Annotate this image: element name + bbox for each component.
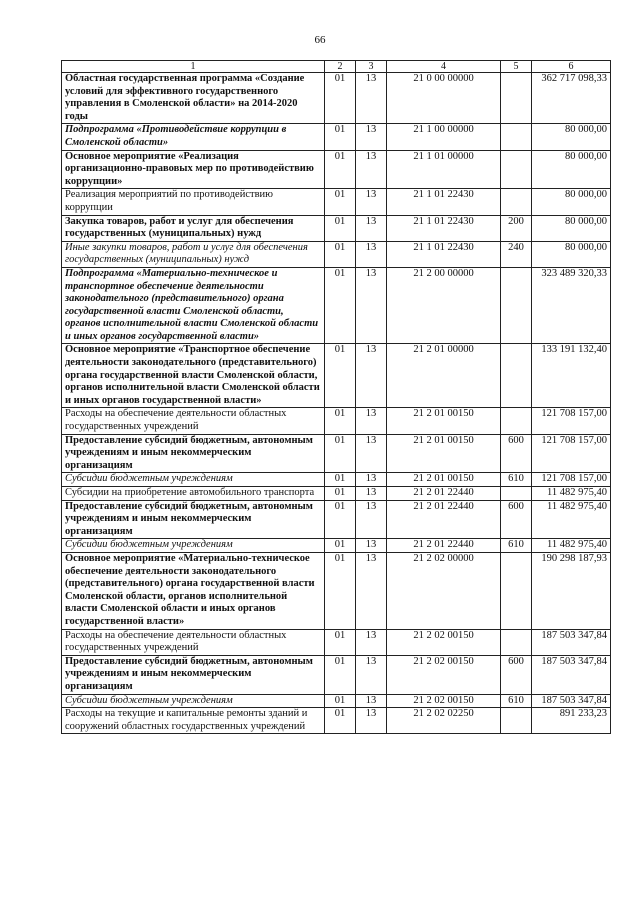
- row-amount-cell: 891 233,23: [532, 708, 611, 734]
- row-name-cell: Реализация мероприятий по противодействию коррупции: [62, 189, 325, 215]
- row-section-cell: 01: [325, 408, 356, 434]
- row-target-code-cell: 21 1 01 22430: [387, 215, 501, 241]
- row-target-code-cell: 21 2 02 00150: [387, 629, 501, 655]
- row-section-cell: 01: [325, 150, 356, 189]
- row-target-code-cell: 21 1 00 00000: [387, 124, 501, 150]
- row-amount-cell: 80 000,00: [532, 241, 611, 267]
- row-expense-type-cell: 610: [501, 539, 532, 553]
- row-name-cell: Расходы на текущие и капитальные ремонты зданий и сооружений областных государственных учреждений: [62, 708, 325, 734]
- row-name-cell: Предоставление субсидий бюджетным, автономным учреждениям и иным некоммерческим организациям: [62, 434, 325, 473]
- table-row: [62, 215, 611, 241]
- row-name-cell: Субсидии бюджетным учреждениям: [62, 539, 325, 553]
- row-subsection-cell: 13: [356, 539, 387, 553]
- row-amount-cell: 187 503 347,84: [532, 655, 611, 694]
- row-section-cell: 01: [325, 344, 356, 408]
- row-subsection-cell: 13: [356, 344, 387, 408]
- row-subsection-cell: 13: [356, 434, 387, 473]
- row-section-cell: 01: [325, 434, 356, 473]
- row-amount-cell: 121 708 157,00: [532, 473, 611, 487]
- row-subsection-cell: 13: [356, 408, 387, 434]
- row-target-code-cell: 21 1 01 22430: [387, 241, 501, 267]
- row-expense-type-cell: 240: [501, 241, 532, 267]
- budget-table: [61, 60, 611, 734]
- row-expense-type-cell: 600: [501, 655, 532, 694]
- row-amount-cell: 11 482 975,40: [532, 539, 611, 553]
- table-row: [62, 73, 611, 124]
- row-section-cell: 01: [325, 708, 356, 734]
- row-expense-type-cell: [501, 73, 532, 124]
- header-col-3: 3: [356, 61, 387, 73]
- row-target-code-cell: 21 2 01 22440: [387, 487, 501, 501]
- table-row: [62, 189, 611, 215]
- row-subsection-cell: 13: [356, 500, 387, 539]
- row-subsection-cell: 13: [356, 73, 387, 124]
- row-target-code-cell: 21 2 01 22440: [387, 500, 501, 539]
- row-name-cell: Подпрограмма «Материально-техническое и транспортное обеспечение деятельности законодательного (представительного) органа государственной власти Смоленской области, органов исполнительной власти Смоленской области и иных органов государственной власти»: [62, 267, 325, 344]
- row-expense-type-cell: [501, 189, 532, 215]
- row-section-cell: 01: [325, 500, 356, 539]
- row-expense-type-cell: [501, 124, 532, 150]
- row-subsection-cell: 13: [356, 241, 387, 267]
- row-expense-type-cell: [501, 629, 532, 655]
- row-subsection-cell: 13: [356, 552, 387, 629]
- row-expense-type-cell: [501, 150, 532, 189]
- row-name-cell: Подпрограмма «Противодействие коррупции в Смоленской области»: [62, 124, 325, 150]
- table-row: [62, 500, 611, 539]
- row-expense-type-cell: [501, 552, 532, 629]
- row-expense-type-cell: [501, 408, 532, 434]
- row-amount-cell: 133 191 132,40: [532, 344, 611, 408]
- table-row: [62, 267, 611, 344]
- row-target-code-cell: 21 2 01 00150: [387, 473, 501, 487]
- row-subsection-cell: 13: [356, 655, 387, 694]
- row-name-cell: Расходы на обеспечение деятельности областных государственных учреждений: [62, 408, 325, 434]
- row-name-cell: Субсидии бюджетным учреждениям: [62, 473, 325, 487]
- row-subsection-cell: 13: [356, 150, 387, 189]
- table-row: [62, 124, 611, 150]
- row-name-cell: Основное мероприятие «Транспортное обеспечение деятельности законодательного (представительного) органа государственной власти Смоленской области, органов исполнительной власти Смоленской области и иных органов государственной власти»: [62, 344, 325, 408]
- row-expense-type-cell: 600: [501, 500, 532, 539]
- row-section-cell: 01: [325, 655, 356, 694]
- table-row: [62, 552, 611, 629]
- row-amount-cell: 187 503 347,84: [532, 629, 611, 655]
- row-section-cell: 01: [325, 694, 356, 708]
- table-row: [62, 629, 611, 655]
- page-number: 66: [314, 34, 326, 46]
- table-header-row: [62, 61, 611, 73]
- row-target-code-cell: 21 2 01 00150: [387, 434, 501, 473]
- row-target-code-cell: 21 2 02 00000: [387, 552, 501, 629]
- row-section-cell: 01: [325, 241, 356, 267]
- row-section-cell: 01: [325, 215, 356, 241]
- row-target-code-cell: 21 2 02 00150: [387, 694, 501, 708]
- row-section-cell: 01: [325, 189, 356, 215]
- row-name-cell: Основное мероприятие «Материально-техническое обеспечение деятельности законодательного (представительного) органа государственной власти Смоленской области, органов исполнительной власти Смоленской области и иных органов государственной власти»: [62, 552, 325, 629]
- row-target-code-cell: 21 2 02 02250: [387, 708, 501, 734]
- row-name-cell: Субсидии бюджетным учреждениям: [62, 694, 325, 708]
- row-expense-type-cell: 610: [501, 694, 532, 708]
- table-row: [62, 655, 611, 694]
- row-name-cell: Закупка товаров, работ и услуг для обеспечения государственных (муниципальных) нужд: [62, 215, 325, 241]
- row-target-code-cell: 21 1 01 22430: [387, 189, 501, 215]
- row-amount-cell: 11 482 975,40: [532, 487, 611, 501]
- row-name-cell: Основное мероприятие «Реализация организационно-правовых мер по противодействию коррупции»: [62, 150, 325, 189]
- row-amount-cell: 80 000,00: [532, 189, 611, 215]
- row-target-code-cell: 21 2 01 00000: [387, 344, 501, 408]
- table-row: [62, 241, 611, 267]
- row-amount-cell: 362 717 098,33: [532, 73, 611, 124]
- row-subsection-cell: 13: [356, 487, 387, 501]
- row-subsection-cell: 13: [356, 124, 387, 150]
- row-section-cell: 01: [325, 73, 356, 124]
- row-name-cell: Расходы на обеспечение деятельности областных государственных учреждений: [62, 629, 325, 655]
- budget-table-body: [62, 61, 611, 734]
- row-target-code-cell: 21 2 02 00150: [387, 655, 501, 694]
- row-amount-cell: 190 298 187,93: [532, 552, 611, 629]
- row-subsection-cell: 13: [356, 629, 387, 655]
- row-amount-cell: 187 503 347,84: [532, 694, 611, 708]
- row-section-cell: 01: [325, 124, 356, 150]
- row-target-code-cell: 21 2 01 22440: [387, 539, 501, 553]
- header-col-4: 4: [387, 61, 501, 73]
- row-expense-type-cell: [501, 267, 532, 344]
- row-section-cell: 01: [325, 539, 356, 553]
- header-col-2: 2: [325, 61, 356, 73]
- row-amount-cell: 121 708 157,00: [532, 408, 611, 434]
- row-expense-type-cell: [501, 708, 532, 734]
- row-amount-cell: 80 000,00: [532, 215, 611, 241]
- row-target-code-cell: 21 1 01 00000: [387, 150, 501, 189]
- header-col-5: 5: [501, 61, 532, 73]
- row-section-cell: 01: [325, 552, 356, 629]
- row-expense-type-cell: 600: [501, 434, 532, 473]
- header-col-1: 1: [62, 61, 325, 73]
- row-target-code-cell: 21 2 01 00150: [387, 408, 501, 434]
- row-section-cell: 01: [325, 267, 356, 344]
- row-section-cell: 01: [325, 487, 356, 501]
- row-section-cell: 01: [325, 629, 356, 655]
- row-expense-type-cell: [501, 487, 532, 501]
- table-row: [62, 708, 611, 734]
- row-expense-type-cell: 200: [501, 215, 532, 241]
- table-row: [62, 539, 611, 553]
- row-subsection-cell: 13: [356, 267, 387, 344]
- header-col-6: 6: [532, 61, 611, 73]
- row-section-cell: 01: [325, 473, 356, 487]
- table-row: [62, 487, 611, 501]
- row-target-code-cell: 21 2 00 00000: [387, 267, 501, 344]
- row-target-code-cell: 21 0 00 00000: [387, 73, 501, 124]
- table-row: [62, 344, 611, 408]
- row-name-cell: Иные закупки товаров, работ и услуг для обеспечения государственных (муниципальных) нужд: [62, 241, 325, 267]
- row-name-cell: Предоставление субсидий бюджетным, автономным учреждениям и иным некоммерческим организациям: [62, 655, 325, 694]
- row-name-cell: Предоставление субсидий бюджетным, автономным учреждениям и иным некоммерческим организациям: [62, 500, 325, 539]
- row-name-cell: Областная государственная программа «Создание условий для эффективного государственного управления в Смоленской области» на 2014-2020 годы: [62, 73, 325, 124]
- row-name-cell: Субсидии на приобретение автомобильного транспорта: [62, 487, 325, 501]
- row-subsection-cell: 13: [356, 473, 387, 487]
- table-row: [62, 408, 611, 434]
- row-amount-cell: 121 708 157,00: [532, 434, 611, 473]
- row-subsection-cell: 13: [356, 708, 387, 734]
- row-amount-cell: 11 482 975,40: [532, 500, 611, 539]
- table-row: [62, 434, 611, 473]
- row-subsection-cell: 13: [356, 694, 387, 708]
- row-amount-cell: 80 000,00: [532, 124, 611, 150]
- row-expense-type-cell: [501, 344, 532, 408]
- table-row: [62, 694, 611, 708]
- row-subsection-cell: 13: [356, 189, 387, 215]
- table-row: [62, 473, 611, 487]
- row-subsection-cell: 13: [356, 215, 387, 241]
- row-amount-cell: 80 000,00: [532, 150, 611, 189]
- table-row: [62, 150, 611, 189]
- row-amount-cell: 323 489 320,33: [532, 267, 611, 344]
- row-expense-type-cell: 610: [501, 473, 532, 487]
